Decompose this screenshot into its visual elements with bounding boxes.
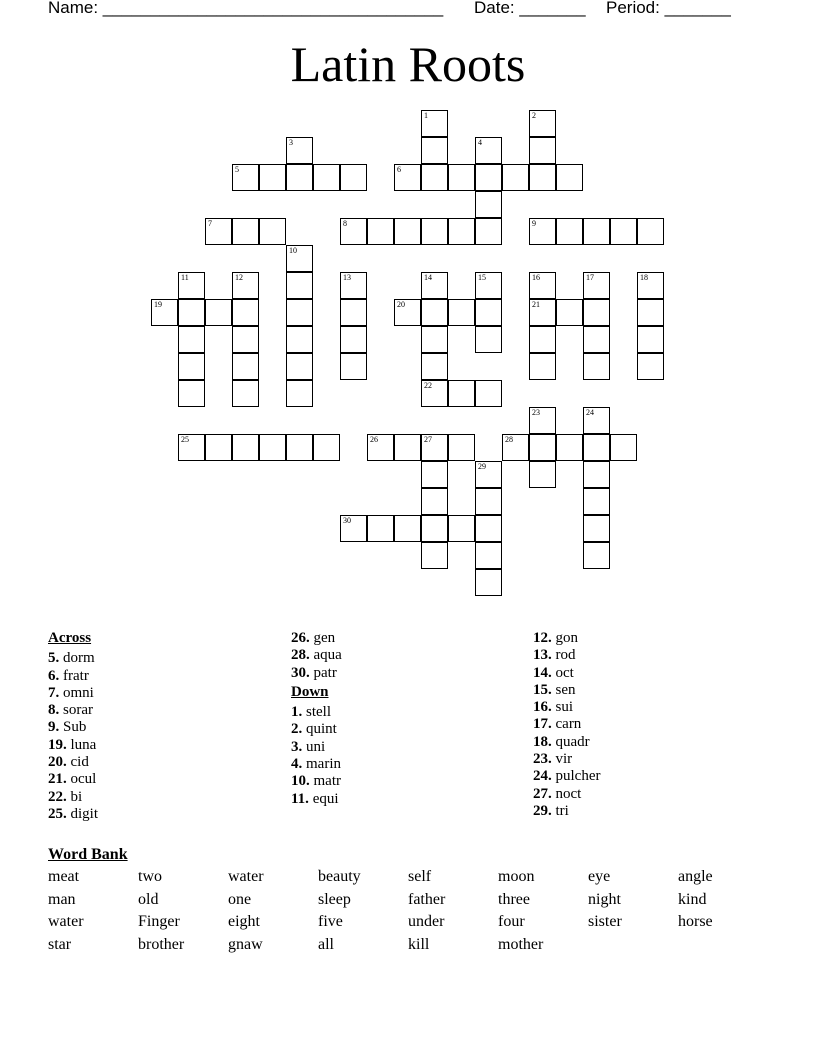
clue-number: 29	[478, 462, 486, 471]
clue-number: 18	[640, 273, 648, 282]
crossword-cell[interactable]	[178, 380, 205, 407]
clue-item	[533, 665, 600, 682]
crossword-cell[interactable]	[637, 272, 664, 299]
crossword-cell[interactable]	[205, 434, 232, 461]
crossword-cell[interactable]	[232, 218, 259, 245]
clue-item	[48, 702, 98, 719]
crossword-cell[interactable]	[448, 515, 475, 542]
crossword-cell[interactable]	[583, 515, 610, 542]
clue-item	[291, 773, 342, 790]
crossword-cell[interactable]	[367, 515, 394, 542]
crossword-cell[interactable]	[448, 434, 475, 461]
crossword-cell[interactable]	[529, 137, 556, 164]
crossword-cell[interactable]	[583, 542, 610, 569]
clue-item	[291, 756, 342, 773]
crossword-cell[interactable]	[394, 164, 421, 191]
word-bank-word: man	[48, 890, 76, 908]
clue-text: patr	[309, 664, 337, 681]
crossword-cell[interactable]	[637, 299, 664, 326]
crossword-cell[interactable]	[286, 326, 313, 353]
crossword-cell[interactable]	[529, 218, 556, 245]
clue-number: 28	[505, 435, 513, 444]
crossword-cell[interactable]	[475, 137, 502, 164]
word-bank-word: five	[318, 913, 343, 931]
word-bank-word: gnaw	[228, 935, 263, 953]
crossword-cell[interactable]	[448, 380, 475, 407]
clue-item	[291, 791, 342, 808]
clue-number: 3	[289, 138, 293, 147]
crossword-cell[interactable]	[637, 218, 664, 245]
word-bank-word: two	[138, 868, 162, 885]
clue-number: 10	[289, 246, 297, 255]
word-bank-word: night	[588, 890, 621, 908]
clue-item	[48, 806, 98, 823]
clue-number: 29.	[533, 802, 552, 819]
crossword-cell[interactable]	[421, 110, 448, 137]
word-bank-word: eye	[588, 868, 611, 885]
clue-text: bi	[66, 788, 83, 805]
crossword-cell[interactable]	[448, 164, 475, 191]
word-bank-word: angle	[678, 868, 713, 885]
clue-text: sui	[551, 699, 574, 716]
crossword-cell[interactable]	[178, 326, 205, 353]
clue-number: 13.	[533, 647, 552, 664]
crossword-cell[interactable]	[286, 272, 313, 299]
word-bank-word: four	[498, 913, 525, 931]
page-title: Latin Roots	[290, 36, 526, 92]
crossword-cell[interactable]	[421, 137, 448, 164]
crossword-cell[interactable]	[232, 299, 259, 326]
crossword-cell[interactable]	[610, 218, 637, 245]
clue-number: 4.	[291, 756, 303, 773]
clue-number: 13	[343, 273, 351, 282]
crossword-cell[interactable]	[340, 353, 367, 380]
crossword-cell[interactable]	[475, 488, 502, 515]
crossword-cell[interactable]	[421, 380, 448, 407]
clue-column-2	[291, 630, 342, 808]
crossword-cell[interactable]	[394, 218, 421, 245]
clue-text: quadr	[551, 733, 590, 750]
crossword-cell[interactable]	[205, 299, 232, 326]
clue-number: 25.	[48, 805, 67, 822]
word-bank-word: kind	[678, 890, 707, 908]
clue-item	[48, 719, 98, 736]
crossword-cell[interactable]	[529, 164, 556, 191]
crossword-cell[interactable]	[475, 542, 502, 569]
clue-number: 2	[532, 111, 536, 120]
clue-item	[533, 751, 600, 768]
clue-number: 1.	[291, 704, 303, 721]
word-bank-word: kill	[408, 935, 430, 953]
clue-text: uni	[302, 738, 326, 755]
clue-number: 20.	[48, 754, 67, 771]
clue-item	[533, 647, 600, 664]
clue-text: luna	[66, 736, 97, 753]
crossword-cell[interactable]	[475, 299, 502, 326]
crossword-cell[interactable]	[286, 245, 313, 272]
crossword-cell[interactable]	[286, 137, 313, 164]
word-bank-word: one	[228, 890, 252, 908]
crossword-cell[interactable]	[232, 326, 259, 353]
clue-number: 15.	[533, 681, 552, 698]
clue-text: ocul	[66, 771, 97, 788]
crossword-cell[interactable]	[529, 407, 556, 434]
clue-number: 5	[235, 165, 239, 174]
word-bank-word: self	[408, 868, 432, 885]
clue-number: 30.	[291, 664, 310, 681]
clue-number: 30	[343, 516, 351, 525]
clue-item	[533, 682, 600, 699]
crossword-cell[interactable]	[421, 461, 448, 488]
crossword-cell[interactable]	[286, 164, 313, 191]
word-bank-title: Word Bank	[48, 846, 128, 863]
crossword-cell[interactable]	[259, 164, 286, 191]
clue-number: 7	[208, 219, 212, 228]
clue-item	[291, 647, 342, 664]
crossword-cell[interactable]	[232, 353, 259, 380]
word-bank-word: old	[138, 890, 159, 908]
word-bank-word: mother	[498, 935, 544, 953]
crossword-cell[interactable]	[583, 326, 610, 353]
crossword-cell[interactable]	[367, 434, 394, 461]
clue-number: 26.	[291, 630, 310, 646]
word-bank-word: under	[408, 913, 445, 931]
crossword-cell[interactable]	[448, 218, 475, 245]
crossword-cell[interactable]	[259, 434, 286, 461]
clue-text: quint	[302, 721, 337, 738]
clue-item	[48, 737, 98, 754]
clue-item	[48, 650, 98, 667]
crossword-cell[interactable]	[529, 353, 556, 380]
crossword-cell[interactable]	[232, 434, 259, 461]
crossword-cell[interactable]	[583, 299, 610, 326]
clue-item	[533, 734, 600, 751]
crossword-cell[interactable]	[637, 326, 664, 353]
across-heading: Across	[48, 630, 92, 646]
clue-number: 23	[532, 408, 540, 417]
crossword-cell[interactable]	[583, 353, 610, 380]
clue-number: 21.	[48, 771, 67, 788]
clue-number: 28.	[291, 647, 310, 664]
word-bank-word: eight	[228, 913, 260, 931]
clue-item	[291, 739, 342, 756]
clue-text: marin	[302, 756, 341, 773]
clue-number: 11	[181, 273, 189, 282]
word-bank-word: father	[408, 890, 446, 908]
crossword-cell[interactable]	[475, 272, 502, 299]
clue-item	[533, 786, 600, 803]
word-bank-word: horse	[678, 913, 713, 931]
clue-number: 24.	[533, 768, 552, 785]
clue-number: 15	[478, 273, 486, 282]
crossword-cell[interactable]	[178, 353, 205, 380]
crossword-cell[interactable]	[556, 218, 583, 245]
clue-text: rod	[551, 647, 576, 664]
clue-number: 17	[586, 273, 594, 282]
clue-number: 27.	[533, 785, 552, 802]
clue-number: 14.	[533, 664, 552, 681]
crossword-cell[interactable]	[421, 542, 448, 569]
crossword-cell[interactable]	[529, 299, 556, 326]
clue-number: 9.	[48, 719, 60, 736]
clue-item	[48, 771, 98, 788]
clue-number: 25	[181, 435, 189, 444]
clue-number: 10.	[291, 773, 310, 790]
word-bank-row	[48, 913, 808, 936]
period-field-label[interactable]: Period: _______	[606, 0, 731, 17]
clue-number: 2.	[291, 721, 303, 738]
crossword-cell[interactable]	[610, 434, 637, 461]
word-bank-row	[48, 868, 808, 891]
clue-number: 19.	[48, 736, 67, 753]
crossword-cell[interactable]	[340, 299, 367, 326]
clue-text: gen	[309, 630, 336, 646]
clue-text: sorar	[59, 702, 93, 719]
word-bank-word: beauty	[318, 868, 361, 885]
crossword-cell[interactable]	[151, 299, 178, 326]
clue-item	[533, 768, 600, 785]
clue-number: 24	[586, 408, 594, 417]
crossword-cell[interactable]	[556, 434, 583, 461]
crossword-cell[interactable]	[421, 218, 448, 245]
crossword-cell[interactable]	[232, 380, 259, 407]
word-bank-word: all	[318, 935, 334, 953]
clue-number: 22.	[48, 788, 67, 805]
crossword-cell[interactable]	[313, 164, 340, 191]
crossword-cell[interactable]	[583, 488, 610, 515]
clue-text: vir	[551, 751, 573, 768]
crossword-cell[interactable]	[286, 299, 313, 326]
word-bank-word: Finger	[138, 913, 180, 931]
crossword-cell[interactable]	[556, 164, 583, 191]
clue-text: sen	[551, 681, 576, 698]
crossword-cell[interactable]	[178, 272, 205, 299]
crossword-cell[interactable]	[367, 218, 394, 245]
crossword-cell[interactable]	[394, 515, 421, 542]
clue-item	[533, 716, 600, 733]
clue-number: 12.	[533, 630, 552, 646]
word-bank-row	[48, 936, 808, 959]
clue-text: Sub	[59, 719, 87, 736]
clue-number: 21	[532, 300, 540, 309]
clue-item	[291, 665, 342, 682]
clue-number: 18.	[533, 733, 552, 750]
word-bank-word: star	[48, 935, 72, 953]
clue-number: 14	[424, 273, 432, 282]
clue-text: fratr	[59, 667, 89, 684]
clue-number: 1	[424, 111, 428, 120]
clue-number: 20	[397, 300, 405, 309]
clue-text: carn	[551, 716, 582, 733]
clue-number: 5.	[48, 650, 60, 667]
clue-number: 16.	[533, 699, 552, 716]
crossword-cell[interactable]	[394, 299, 421, 326]
clue-text: equi	[308, 790, 339, 807]
date-field-label[interactable]: Date: _______	[474, 0, 586, 17]
clue-text: gon	[551, 630, 578, 646]
clue-text: pulcher	[551, 768, 601, 785]
clue-number: 3.	[291, 738, 303, 755]
clue-text: oct	[551, 664, 574, 681]
crossword-cell[interactable]	[232, 272, 259, 299]
crossword-cell[interactable]	[205, 218, 232, 245]
down-heading: Down	[291, 683, 329, 700]
clue-item	[48, 754, 98, 771]
crossword-cell[interactable]	[259, 218, 286, 245]
clue-number: 16	[532, 273, 540, 282]
clue-item	[533, 630, 600, 647]
crossword-cell[interactable]	[583, 407, 610, 434]
clue-number: 6	[397, 165, 401, 174]
clue-number: 8.	[48, 702, 60, 719]
crossword-cell[interactable]	[556, 299, 583, 326]
crossword-cell[interactable]	[178, 299, 205, 326]
clue-number: 23.	[533, 751, 552, 768]
clue-item	[48, 668, 98, 685]
word-bank-word: brother	[138, 935, 185, 953]
clue-item	[48, 789, 98, 806]
crossword-cell[interactable]	[232, 164, 259, 191]
clue-number: 4	[478, 138, 482, 147]
crossword-cell[interactable]	[475, 191, 502, 218]
crossword-cell[interactable]	[286, 434, 313, 461]
crossword-cell[interactable]	[475, 380, 502, 407]
clue-text: omni	[59, 684, 94, 701]
crossword-cell[interactable]	[529, 272, 556, 299]
clue-text: tri	[551, 802, 569, 819]
crossword-cell[interactable]	[475, 461, 502, 488]
word-bank-word: water	[48, 913, 84, 931]
clue-column-3	[533, 630, 600, 820]
crossword-cell[interactable]	[178, 434, 205, 461]
clue-item	[291, 704, 342, 721]
word-bank-word: three	[498, 890, 530, 908]
clue-text: cid	[66, 754, 89, 771]
word-bank	[48, 868, 808, 958]
clue-number: 17.	[533, 716, 552, 733]
crossword-cell[interactable]	[340, 218, 367, 245]
clue-text: dorm	[59, 650, 95, 667]
clue-item	[533, 803, 600, 820]
clue-number: 8	[343, 219, 347, 228]
crossword-cell[interactable]	[529, 434, 556, 461]
crossword-cell[interactable]	[421, 515, 448, 542]
clue-number: 26	[370, 435, 378, 444]
crossword-cell[interactable]	[421, 434, 448, 461]
crossword-cell[interactable]	[421, 272, 448, 299]
word-bank-word: meat	[48, 868, 80, 885]
crossword-cell[interactable]	[583, 434, 610, 461]
crossword-cell[interactable]	[340, 272, 367, 299]
crossword-cell[interactable]	[421, 488, 448, 515]
clue-number: 9	[532, 219, 536, 228]
crossword-cell[interactable]	[394, 434, 421, 461]
clue-text: noct	[551, 785, 582, 802]
crossword-cell[interactable]	[340, 164, 367, 191]
crossword-cell[interactable]	[421, 353, 448, 380]
crossword-cell[interactable]	[421, 326, 448, 353]
clue-item	[533, 699, 600, 716]
word-bank-word: moon	[498, 868, 535, 885]
clue-number: 22	[424, 381, 432, 390]
crossword-cell[interactable]	[637, 353, 664, 380]
word-bank-word: sister	[588, 913, 622, 931]
crossword-cell[interactable]	[421, 299, 448, 326]
clue-number: 11.	[291, 790, 309, 807]
crossword-cell[interactable]	[502, 164, 529, 191]
crossword-cell[interactable]	[529, 326, 556, 353]
clue-item	[48, 685, 98, 702]
clue-number: 19	[154, 300, 162, 309]
crossword-cell[interactable]	[286, 380, 313, 407]
crossword-cell[interactable]	[475, 218, 502, 245]
clue-number: 7.	[48, 684, 60, 701]
crossword-cell[interactable]	[475, 515, 502, 542]
clue-item	[291, 630, 342, 647]
word-bank-word: water	[228, 868, 264, 885]
clue-text: digit	[66, 805, 99, 822]
crossword-cell[interactable]	[529, 461, 556, 488]
crossword-cell[interactable]	[475, 164, 502, 191]
clue-text: aqua	[309, 647, 342, 664]
crossword-cell[interactable]	[583, 461, 610, 488]
clue-text: stell	[302, 704, 331, 721]
crossword-cell[interactable]	[340, 515, 367, 542]
crossword-cell[interactable]	[286, 353, 313, 380]
crossword-cell[interactable]	[475, 326, 502, 353]
crossword-cell[interactable]	[421, 164, 448, 191]
crossword-cell[interactable]	[502, 434, 529, 461]
word-bank-row	[48, 891, 808, 914]
name-field-label[interactable]: Name: ____________________________________	[48, 0, 444, 17]
crossword-cell[interactable]	[340, 326, 367, 353]
clue-item	[291, 721, 342, 738]
word-bank-word: sleep	[318, 890, 351, 908]
crossword-cell[interactable]	[313, 434, 340, 461]
crossword-cell[interactable]	[583, 218, 610, 245]
crossword-cell[interactable]	[583, 272, 610, 299]
crossword-cell[interactable]	[448, 299, 475, 326]
crossword-cell[interactable]	[529, 110, 556, 137]
clue-text: matr	[309, 773, 341, 790]
clue-column-1	[48, 630, 98, 823]
clue-number: 12	[235, 273, 243, 282]
clue-number: 27	[424, 435, 432, 444]
crossword-cell[interactable]	[475, 569, 502, 596]
clue-number: 6.	[48, 667, 60, 684]
